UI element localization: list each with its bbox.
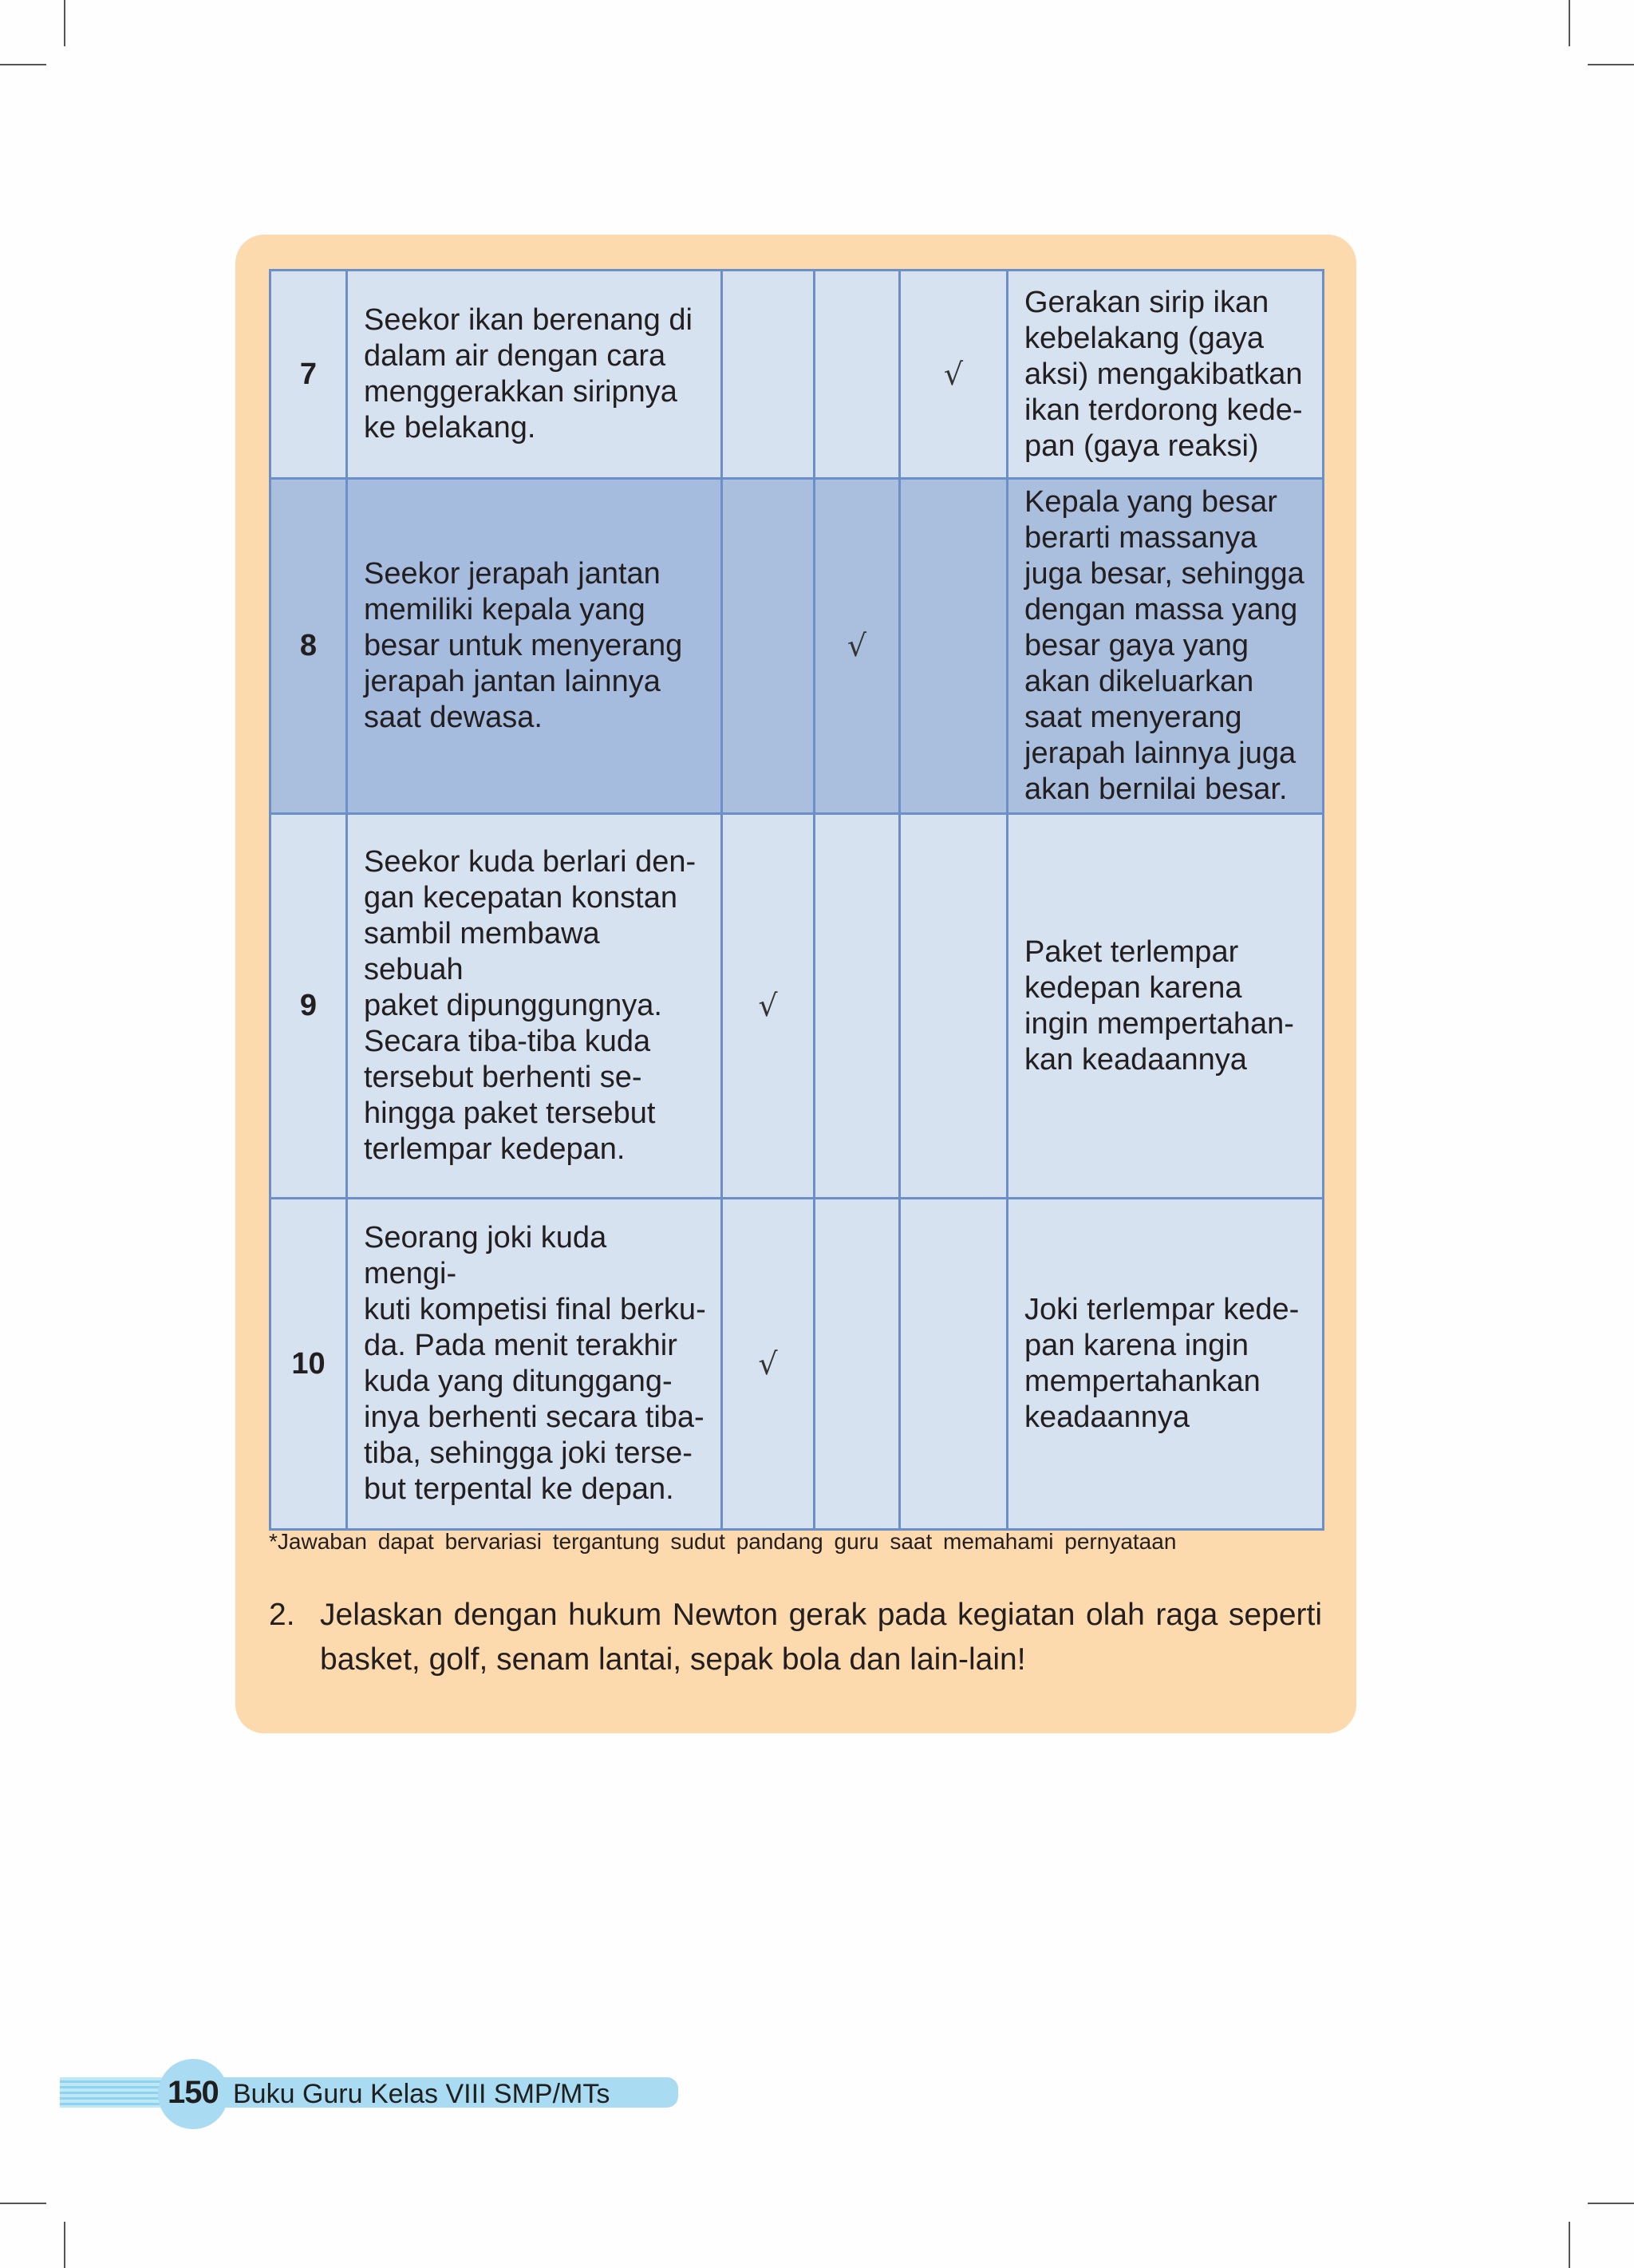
row-number: 7	[270, 271, 347, 479]
statement-line: kuti kompetisi final berku-	[364, 1293, 706, 1326]
explanation-line: kan keadaannya	[1024, 1042, 1247, 1077]
crop-mark	[64, 0, 65, 46]
crop-mark	[1588, 2203, 1634, 2204]
table-row	[270, 814, 1324, 1199]
explanation-line: ikan terdorong kede-	[1024, 393, 1303, 427]
explanation-line: pan karena ingin	[1024, 1329, 1249, 1362]
statement-line: tersebut berhenti se-	[364, 1061, 642, 1094]
statement-cell	[347, 1199, 722, 1530]
statement-line: jerapah jantan lainnya	[364, 665, 661, 698]
explanation-line: Paket terlempar	[1024, 934, 1239, 969]
explanation-line: jerapah lainnya juga	[1024, 737, 1297, 770]
statement-cell	[347, 479, 722, 814]
statement-line: paket dipunggungnya.	[364, 989, 662, 1022]
explanation-line: akan dikeluarkan	[1024, 665, 1254, 698]
question-number: 2.	[269, 1598, 295, 1632]
answer-table	[269, 269, 1324, 1531]
explanation-line: keadaannya	[1024, 1401, 1190, 1434]
explanation-line: berarti massanya	[1024, 521, 1257, 555]
explanation-cell	[1008, 814, 1324, 1199]
table-footnote: *Jawaban dapat bervariasi tergantung sudut pandang guru saat memahami pernyataan	[269, 1529, 1177, 1554]
statement-line: but terpental ke depan.	[364, 1472, 674, 1506]
explanation-line: pan (gaya reaksi)	[1024, 429, 1259, 463]
table-row	[270, 479, 1324, 814]
statement-line: Seorang joki kuda mengi-	[364, 1221, 607, 1290]
check-cell	[815, 814, 900, 1199]
statement-line: hingga paket tersebut	[364, 1096, 656, 1130]
check-cell	[900, 1199, 1008, 1530]
question-text: Jelaskan dengan hukum Newton gerak pada kegiatan olah raga seperti basket, golf, senam lantai, sepak bola dan lain-lain!	[320, 1598, 1322, 1677]
statement-line: dalam air dengan cara	[364, 339, 666, 373]
row-number: 8	[270, 479, 347, 814]
explanation-line: besar gaya yang	[1024, 629, 1249, 662]
table-row	[270, 271, 1324, 479]
table-row	[270, 1199, 1324, 1530]
explanation-line: dengan massa yang	[1024, 593, 1298, 626]
statement-line: terlempar kedepan.	[364, 1132, 626, 1166]
statement-line: memiliki kepala yang	[364, 593, 645, 626]
statement-line: Seekor ikan berenang di	[364, 303, 693, 337]
statement-line: inya berhenti secara tiba-	[364, 1401, 705, 1434]
explanation-line: akan bernilai besar.	[1024, 772, 1288, 806]
statement-line: besar untuk menyerang	[364, 629, 683, 662]
statement-line: da. Pada menit terakhir	[364, 1329, 677, 1362]
row-number: 10	[270, 1199, 347, 1530]
crop-mark	[64, 2222, 65, 2268]
check-cell	[900, 479, 1008, 814]
explanation-line: juga besar, sehingga	[1024, 557, 1304, 591]
crop-mark	[0, 64, 46, 65]
statement-line: Seekor kuda berlari den-	[364, 845, 697, 879]
explanation-line: Joki terlempar kede-	[1024, 1293, 1300, 1326]
explanation-cell	[1008, 1199, 1324, 1530]
book-title: Buku Guru Kelas VIII SMP/MTs	[233, 2079, 610, 2109]
statement-line: gan kecepatan konstan	[364, 881, 677, 915]
explanation-line: mempertahankan	[1024, 1365, 1261, 1398]
check-cell	[722, 271, 815, 479]
check-cell	[815, 271, 900, 479]
statement-line: Secara tiba-tiba kuda	[364, 1025, 651, 1058]
check-cell: √	[722, 1199, 815, 1530]
explanation-line: kedepan karena	[1024, 970, 1242, 1005]
question-2	[269, 1593, 1322, 1682]
explanation-cell	[1008, 271, 1324, 479]
row-number: 9	[270, 814, 347, 1199]
statement-cell	[347, 814, 722, 1199]
check-cell: √	[900, 271, 1008, 479]
check-cell	[900, 814, 1008, 1199]
explanation-line: kebelakang (gaya	[1024, 321, 1264, 355]
crop-mark	[0, 2203, 46, 2204]
statement-line: sambil membawa sebuah	[364, 917, 600, 986]
crop-mark	[1588, 64, 1634, 65]
crop-mark	[1569, 2222, 1570, 2268]
explanation-line: Gerakan sirip ikan	[1024, 285, 1269, 319]
explanation-cell	[1008, 479, 1324, 814]
check-cell	[722, 479, 815, 814]
statement-line: ke belakang.	[364, 411, 536, 445]
statement-line: saat dewasa.	[364, 701, 543, 734]
check-cell	[815, 1199, 900, 1530]
explanation-line: aksi) mengakibatkan	[1024, 357, 1303, 391]
check-cell: √	[722, 814, 815, 1199]
page-number: 150	[168, 2075, 219, 2110]
explanation-line: ingin mempertahan-	[1024, 1006, 1294, 1041]
statement-cell	[347, 271, 722, 479]
check-cell: √	[815, 479, 900, 814]
explanation-line: saat menyerang	[1024, 701, 1242, 734]
crop-mark	[1569, 0, 1570, 46]
statement-line: kuda yang ditunggang-	[364, 1365, 673, 1398]
statement-line: menggerakkan siripnya	[364, 375, 677, 409]
explanation-line: Kepala yang besar	[1024, 485, 1277, 519]
statement-line: tiba, sehingga joki terse-	[364, 1436, 693, 1470]
statement-line: Seekor jerapah jantan	[364, 557, 661, 591]
